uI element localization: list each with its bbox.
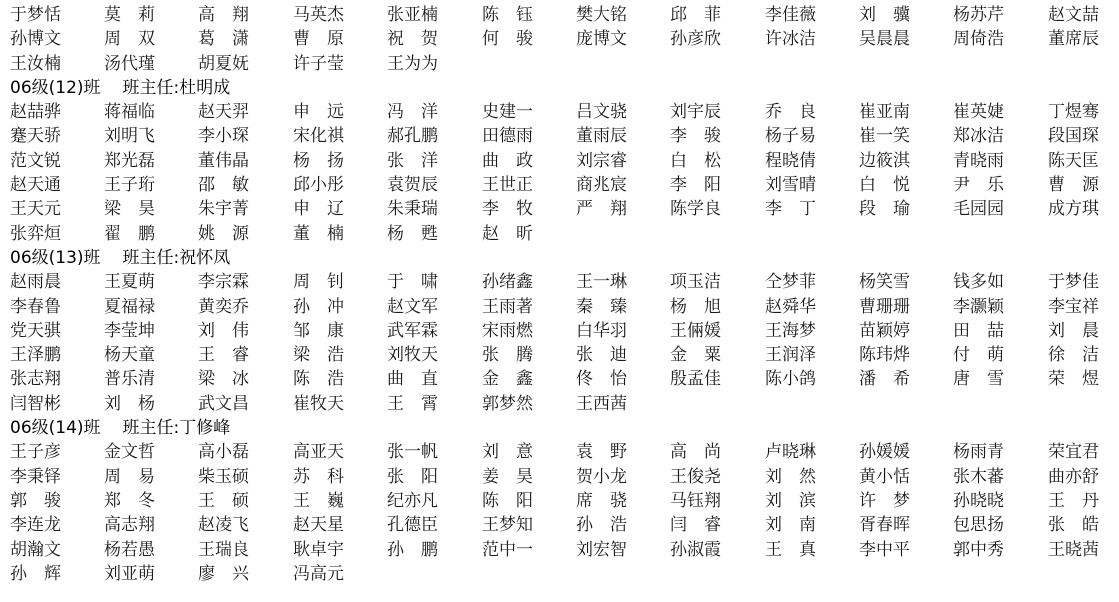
student-name: 刘宏智 xyxy=(576,539,627,560)
student-name: 邱小彤 xyxy=(293,175,344,196)
student-name: 陈天匡 xyxy=(1048,150,1099,171)
student-name: 王晓茜 xyxy=(1048,539,1099,560)
class-roster-document xyxy=(10,3,1114,586)
student-name: 赵天星 xyxy=(293,515,344,536)
student-name: 王倆媛 xyxy=(670,320,721,341)
roster-row xyxy=(10,465,1114,489)
student-name: 何 骏 xyxy=(482,29,533,50)
student-name: 赵天通 xyxy=(10,175,61,196)
student-name: 申 辽 xyxy=(293,199,344,220)
roster-row xyxy=(10,367,1114,391)
roster-row xyxy=(10,124,1114,148)
student-name: 王子珩 xyxy=(104,175,155,196)
student-name: 王西茜 xyxy=(576,393,627,414)
student-name: 崔牧天 xyxy=(293,393,344,414)
roster-row xyxy=(10,513,1114,537)
student-name: 杨 扬 xyxy=(293,150,344,171)
student-name: 杨天童 xyxy=(104,345,155,366)
student-name: 郭 骏 xyxy=(10,490,61,511)
student-name: 武军霖 xyxy=(387,320,438,341)
student-name: 冯高元 xyxy=(293,563,344,584)
student-name: 王 丹 xyxy=(1048,490,1099,511)
class-name: 06级(14)班 xyxy=(10,418,101,439)
student-name: 李秉铎 xyxy=(10,466,61,487)
student-name: 杨雨青 xyxy=(953,442,1004,463)
student-name: 刘 然 xyxy=(765,466,816,487)
student-name: 朱秉瑞 xyxy=(387,199,438,220)
student-name: 丁煜骞 xyxy=(1048,102,1099,123)
student-name: 赵天羿 xyxy=(198,102,249,123)
student-name: 白 松 xyxy=(670,150,721,171)
student-name: 郝孔鹏 xyxy=(387,126,438,147)
student-name: 汤代瑾 xyxy=(104,53,155,74)
student-name: 陈玮烨 xyxy=(859,345,910,366)
student-name: 宋化祺 xyxy=(293,126,344,147)
student-name: 青晓雨 xyxy=(953,150,1004,171)
student-name: 孙 冲 xyxy=(293,296,344,317)
student-name: 董 楠 xyxy=(293,223,344,244)
student-name: 杨 旭 xyxy=(670,296,721,317)
student-name: 尹 乐 xyxy=(953,175,1004,196)
student-name: 成方琪 xyxy=(1048,199,1099,220)
student-name: 孙淑霞 xyxy=(670,539,721,560)
student-name: 潘 希 xyxy=(859,369,910,390)
student-name: 胡瀚文 xyxy=(10,539,61,560)
head-teacher: 班主任:丁修峰 xyxy=(122,418,231,439)
student-name: 袁 野 xyxy=(576,442,627,463)
roster-row xyxy=(10,562,1114,586)
student-name: 毛园园 xyxy=(953,199,1004,220)
student-name: 金 粟 xyxy=(670,345,721,366)
student-name: 刘 滨 xyxy=(765,490,816,511)
student-name: 孙彦欣 xyxy=(670,29,721,50)
student-name: 陈小鸽 xyxy=(765,369,816,390)
roster-row xyxy=(10,295,1114,319)
student-name: 曹珊珊 xyxy=(859,296,910,317)
student-name: 李小琛 xyxy=(198,126,249,147)
student-name: 陈 浩 xyxy=(293,369,344,390)
roster-row xyxy=(10,149,1114,173)
student-name: 黄奕乔 xyxy=(198,296,249,317)
student-name: 廖 兴 xyxy=(198,563,249,584)
student-name: 邱 菲 xyxy=(670,5,721,25)
student-name: 翟 鹏 xyxy=(104,223,155,244)
student-name: 李中平 xyxy=(859,539,910,560)
student-name: 刘 杨 xyxy=(104,393,155,414)
class-heading xyxy=(10,416,1114,440)
student-name: 高 尚 xyxy=(670,442,721,463)
roster-row xyxy=(10,489,1114,513)
student-name: 白华羽 xyxy=(576,320,627,341)
student-name: 田德雨 xyxy=(482,126,533,147)
student-name: 周 双 xyxy=(104,29,155,50)
roster-row xyxy=(10,392,1114,416)
student-name: 陈 阳 xyxy=(482,490,533,511)
student-name: 张 皓 xyxy=(1048,515,1099,536)
student-name: 李 阳 xyxy=(670,175,721,196)
roster-row xyxy=(10,270,1114,294)
student-name: 刘雪晴 xyxy=(765,175,816,196)
student-name: 于梦佳 xyxy=(1048,272,1099,293)
roster-row xyxy=(10,52,1114,76)
student-name: 苏 科 xyxy=(293,466,344,487)
student-name: 梁 昊 xyxy=(104,199,155,220)
student-name: 徐 洁 xyxy=(1048,345,1099,366)
student-name: 纪亦凡 xyxy=(387,490,438,511)
student-name: 周倚浩 xyxy=(953,29,1004,50)
student-name: 梁 冰 xyxy=(198,369,249,390)
student-name: 赵凌飞 xyxy=(198,515,249,536)
student-name: 李莹坤 xyxy=(104,320,155,341)
student-name: 王雨著 xyxy=(482,296,533,317)
student-name: 史建一 xyxy=(482,102,533,123)
student-name: 于 啸 xyxy=(387,272,438,293)
student-name: 许子莹 xyxy=(293,53,344,74)
class-heading xyxy=(10,246,1114,270)
student-name: 刘明飞 xyxy=(104,126,155,147)
student-name: 于梦恬 xyxy=(10,5,61,25)
student-name: 乔 良 xyxy=(765,102,816,123)
student-name: 崔亚南 xyxy=(859,102,910,123)
student-name: 卢晓琳 xyxy=(765,442,816,463)
student-name: 边筱淇 xyxy=(859,150,910,171)
student-name: 冯 洋 xyxy=(387,102,438,123)
head-teacher: 班主任:杜明成 xyxy=(122,77,231,98)
student-name: 段国琛 xyxy=(1048,126,1099,147)
student-name: 张 阳 xyxy=(387,466,438,487)
student-name: 孔德臣 xyxy=(387,515,438,536)
student-name: 马英杰 xyxy=(293,5,344,25)
student-name: 高 翔 xyxy=(198,5,249,25)
roster-row xyxy=(10,538,1114,562)
student-name: 姜 昊 xyxy=(482,466,533,487)
student-name: 申 远 xyxy=(293,102,344,123)
student-name: 高亚天 xyxy=(293,442,344,463)
student-name: 张志翔 xyxy=(10,369,61,390)
student-name: 曹 源 xyxy=(1048,175,1099,196)
student-name: 郑冰洁 xyxy=(953,126,1004,147)
student-name: 张弈烜 xyxy=(10,223,61,244)
student-name: 王为为 xyxy=(387,53,438,74)
student-name: 闫 睿 xyxy=(670,515,721,536)
student-name: 张一帆 xyxy=(387,442,438,463)
class-name: 06级(12)班 xyxy=(10,77,101,98)
student-name: 曲 直 xyxy=(387,369,438,390)
student-name: 刘牧天 xyxy=(387,345,438,366)
student-name: 莫 莉 xyxy=(104,5,155,25)
student-name: 王润泽 xyxy=(765,345,816,366)
student-name: 王 霄 xyxy=(387,393,438,414)
student-name: 王一琳 xyxy=(576,272,627,293)
student-name: 赵文喆 xyxy=(1048,5,1099,25)
student-name: 金 鑫 xyxy=(482,369,533,390)
class-name: 06级(13)班 xyxy=(10,247,101,268)
student-name: 曲亦舒 xyxy=(1048,466,1099,487)
student-name: 郑 冬 xyxy=(104,490,155,511)
student-name: 荣 煜 xyxy=(1048,369,1099,390)
student-name: 苗颖婷 xyxy=(859,320,910,341)
student-name: 殷孟佳 xyxy=(670,369,721,390)
student-name: 崔英婕 xyxy=(953,102,1004,123)
student-name: 杨 甦 xyxy=(387,223,438,244)
student-name: 黄小恬 xyxy=(859,466,910,487)
student-name: 董伟晶 xyxy=(198,150,249,171)
student-name: 王世正 xyxy=(482,175,533,196)
student-name: 夏福禄 xyxy=(104,296,155,317)
student-name: 项玉洁 xyxy=(670,272,721,293)
student-name: 杨苏芹 xyxy=(953,5,1004,25)
student-name: 李 骏 xyxy=(670,126,721,147)
student-name: 王 硕 xyxy=(198,490,249,511)
student-name: 胡夏妩 xyxy=(198,53,249,74)
student-name: 周 钊 xyxy=(293,272,344,293)
roster-row xyxy=(10,100,1114,124)
student-name: 孙 辉 xyxy=(10,563,61,584)
student-name: 马钰翔 xyxy=(670,490,721,511)
student-name: 柴玉硕 xyxy=(198,466,249,487)
student-name: 张亚楠 xyxy=(387,5,438,25)
student-name: 高小磊 xyxy=(198,442,249,463)
student-name: 王夏萌 xyxy=(104,272,155,293)
head-teacher: 班主任:祝怀凤 xyxy=(122,247,231,268)
student-name: 李宗霖 xyxy=(198,272,249,293)
student-name: 李灏颖 xyxy=(953,296,1004,317)
student-name: 宋雨燃 xyxy=(482,320,533,341)
student-name: 张 迪 xyxy=(576,345,627,366)
student-name: 许 梦 xyxy=(859,490,910,511)
student-name: 武文昌 xyxy=(198,393,249,414)
student-name: 高志翔 xyxy=(104,515,155,536)
student-name: 邹 康 xyxy=(293,320,344,341)
student-name: 张 洋 xyxy=(387,150,438,171)
student-name: 曹 原 xyxy=(293,29,344,50)
student-name: 秦 臻 xyxy=(576,296,627,317)
student-name: 刘 骥 xyxy=(859,5,910,25)
student-name: 闫智彬 xyxy=(10,393,61,414)
student-name: 董席辰 xyxy=(1048,29,1099,50)
student-name: 仝梦菲 xyxy=(765,272,816,293)
student-name: 葛 潇 xyxy=(198,29,249,50)
roster-row xyxy=(10,197,1114,221)
student-name: 杨笑雪 xyxy=(859,272,910,293)
student-name: 李 牧 xyxy=(482,199,533,220)
student-name: 孙晓晓 xyxy=(953,490,1004,511)
roster-row xyxy=(10,173,1114,197)
student-name: 张木蕃 xyxy=(953,466,1004,487)
student-name: 陈学良 xyxy=(670,199,721,220)
student-name: 党天骐 xyxy=(10,320,61,341)
student-name: 孙媛媛 xyxy=(859,442,910,463)
student-name: 李 丁 xyxy=(765,199,816,220)
student-name: 孙 鹏 xyxy=(387,539,438,560)
student-name: 钱多如 xyxy=(953,272,1004,293)
student-name: 樊大铭 xyxy=(576,5,627,25)
student-name: 张 腾 xyxy=(482,345,533,366)
student-name: 荣宜君 xyxy=(1048,442,1099,463)
student-name: 刘 晨 xyxy=(1048,320,1099,341)
student-name: 王 巍 xyxy=(293,490,344,511)
student-name: 商兆宸 xyxy=(576,175,627,196)
student-name: 孙博文 xyxy=(10,29,61,50)
student-name: 孙 浩 xyxy=(576,515,627,536)
student-name: 杨若愚 xyxy=(104,539,155,560)
student-name: 普乐清 xyxy=(104,369,155,390)
student-name: 杨子易 xyxy=(765,126,816,147)
class-heading xyxy=(10,76,1114,100)
student-name: 李佳薇 xyxy=(765,5,816,25)
student-name: 耿卓宇 xyxy=(293,539,344,560)
roster-row xyxy=(10,319,1114,343)
student-name: 曲 政 xyxy=(482,150,533,171)
student-name: 袁贺辰 xyxy=(387,175,438,196)
student-name: 赵 昕 xyxy=(482,223,533,244)
student-name: 王海梦 xyxy=(765,320,816,341)
student-name: 周 易 xyxy=(104,466,155,487)
student-name: 郭梦然 xyxy=(482,393,533,414)
student-name: 陈 钰 xyxy=(482,5,533,25)
student-name: 佟 怡 xyxy=(576,369,627,390)
student-name: 程晓倩 xyxy=(765,150,816,171)
student-name: 刘 伟 xyxy=(198,320,249,341)
student-name: 李春鲁 xyxy=(10,296,61,317)
student-name: 王 睿 xyxy=(198,345,249,366)
student-name: 邵 敏 xyxy=(198,175,249,196)
student-name: 赵喆骅 xyxy=(10,102,61,123)
student-name: 许冰洁 xyxy=(765,29,816,50)
student-name: 赵文军 xyxy=(387,296,438,317)
student-name: 严 翔 xyxy=(576,199,627,220)
student-name: 胥春晖 xyxy=(859,515,910,536)
student-name: 贺小龙 xyxy=(576,466,627,487)
student-name: 包思扬 xyxy=(953,515,1004,536)
student-name: 赵雨晨 xyxy=(10,272,61,293)
student-name: 王子彦 xyxy=(10,442,61,463)
student-name: 白 悦 xyxy=(859,175,910,196)
student-name: 范文锐 xyxy=(10,150,61,171)
student-name: 赵舜华 xyxy=(765,296,816,317)
student-name: 李连龙 xyxy=(10,515,61,536)
student-name: 董雨辰 xyxy=(576,126,627,147)
student-name: 席 骁 xyxy=(576,490,627,511)
student-name: 李宝祥 xyxy=(1048,296,1099,317)
roster-row xyxy=(10,222,1114,246)
student-name: 王瑞良 xyxy=(198,539,249,560)
student-name: 祝 贺 xyxy=(387,29,438,50)
student-name: 王 真 xyxy=(765,539,816,560)
student-name: 刘 意 xyxy=(482,442,533,463)
student-name: 吕文骁 xyxy=(576,102,627,123)
student-name: 孙绪鑫 xyxy=(482,272,533,293)
student-name: 吴晨晨 xyxy=(859,29,910,50)
student-name: 范中一 xyxy=(482,539,533,560)
student-name: 朱宇菁 xyxy=(198,199,249,220)
roster-row xyxy=(10,440,1114,464)
student-name: 刘宇辰 xyxy=(670,102,721,123)
student-name: 刘宗睿 xyxy=(576,150,627,171)
student-name: 王俊尧 xyxy=(670,466,721,487)
student-name: 崔一笑 xyxy=(859,126,910,147)
student-name: 王天元 xyxy=(10,199,61,220)
student-name: 郭中秀 xyxy=(953,539,1004,560)
student-name: 段 瑜 xyxy=(859,199,910,220)
student-name: 刘 南 xyxy=(765,515,816,536)
student-name: 付 萌 xyxy=(953,345,1004,366)
roster-row xyxy=(10,343,1114,367)
student-name: 唐 雪 xyxy=(953,369,1004,390)
student-name: 金文哲 xyxy=(104,442,155,463)
student-name: 田 喆 xyxy=(953,320,1004,341)
student-name: 王汝楠 xyxy=(10,53,61,74)
student-name: 蒋福临 xyxy=(104,102,155,123)
student-name: 郑光磊 xyxy=(104,150,155,171)
student-name: 庞博文 xyxy=(576,29,627,50)
roster-row xyxy=(10,27,1114,51)
student-name: 王梦知 xyxy=(482,515,533,536)
student-name: 蹇天骄 xyxy=(10,126,61,147)
student-name: 刘亚萌 xyxy=(104,563,155,584)
student-name: 梁 浩 xyxy=(293,345,344,366)
student-name: 姚 源 xyxy=(198,223,249,244)
student-name: 王泽鹏 xyxy=(10,345,61,366)
roster-row xyxy=(10,3,1114,27)
